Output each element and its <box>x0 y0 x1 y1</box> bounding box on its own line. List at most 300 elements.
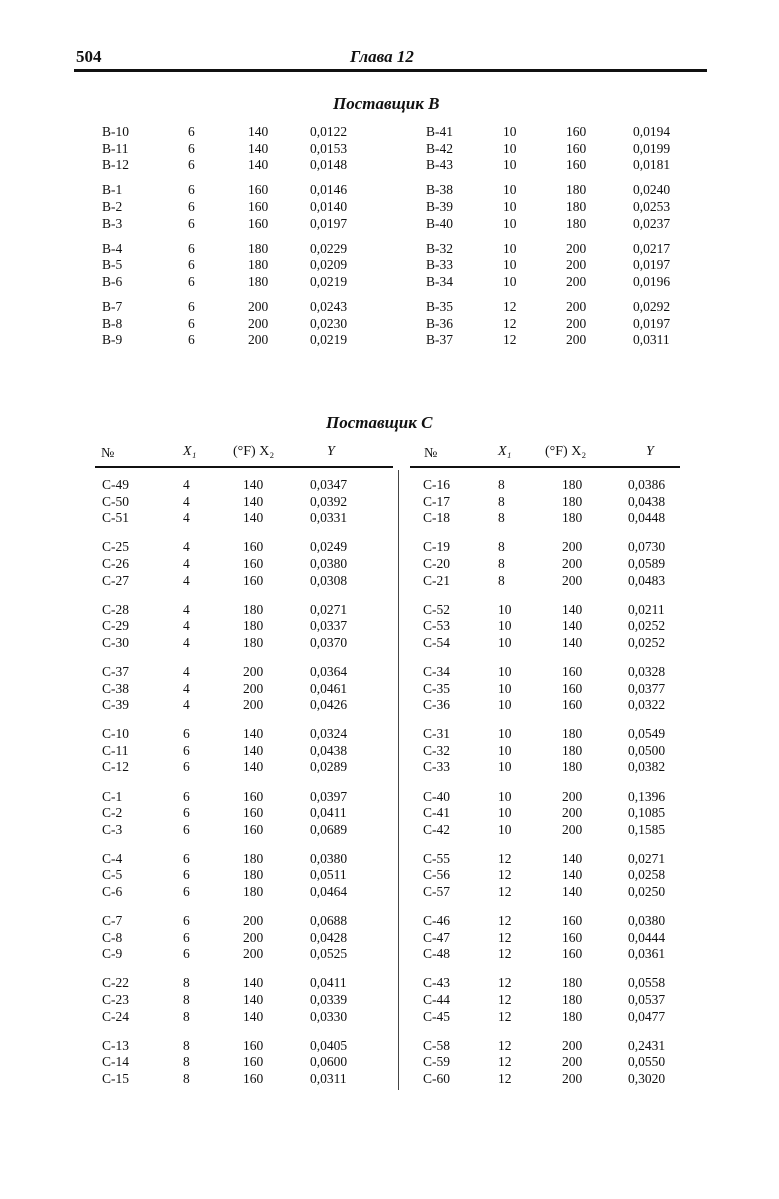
cell-x2-right: 200 <box>562 821 583 837</box>
cell-x2-right: 160 <box>562 913 583 929</box>
cell-x1-left: 8 <box>183 1037 190 1053</box>
cell-x1-left: 4 <box>183 697 190 713</box>
cell-x2-left: 200 <box>243 697 264 713</box>
cell-x1-left: 6 <box>188 124 195 139</box>
cell-y-left: 0,0464 <box>310 884 348 899</box>
cell-x2-left: 160 <box>243 572 264 588</box>
cell-id-right: C-31 <box>423 726 450 742</box>
cell-y-left: 0,0688 <box>310 913 348 929</box>
cell-x2-left: 160 <box>243 539 264 555</box>
cell-y-right: 0,0537 <box>628 992 666 1007</box>
cell-x2-left: 200 <box>248 298 269 314</box>
cell-x2-right: 160 <box>562 663 583 679</box>
cell-id-right: C-54 <box>423 634 450 650</box>
cell-x1-right: 12 <box>503 315 517 331</box>
cell-y-left: 0,0330 <box>310 1008 348 1024</box>
cell-x1-left: 4 <box>183 680 190 696</box>
cell-x2-left: 200 <box>248 332 269 348</box>
cell-x2-left: 180 <box>243 618 264 634</box>
cell-x2-right: 160 <box>566 140 587 156</box>
cell-id-left: C-7 <box>102 913 123 929</box>
header-rule-right <box>410 466 680 468</box>
cell-y-right: 0,0197 <box>633 257 671 273</box>
cell-y-right: 0,0361 <box>628 946 666 962</box>
cell-y-left: 0,0324 <box>310 726 348 742</box>
cell-x2-right: 200 <box>562 788 583 804</box>
cell-x1-left: 6 <box>183 742 190 758</box>
cell-x2-left: 140 <box>248 124 269 139</box>
cell-x2-left: 140 <box>243 742 264 758</box>
cell-x1-left: 6 <box>183 884 190 899</box>
cell-x2-right: 180 <box>562 975 583 991</box>
cell-y-right: 0,0240 <box>633 182 671 198</box>
cell-id-right: C-35 <box>423 680 450 696</box>
cell-x1-right: 10 <box>498 726 512 742</box>
cell-x1-right: 12 <box>498 850 512 866</box>
cell-x2-right: 200 <box>566 332 587 348</box>
cell-x2-right: 180 <box>566 182 587 198</box>
cell-y-left: 0,0219 <box>310 332 348 348</box>
cell-id-right: C-43 <box>423 975 450 991</box>
cell-x2-right: 180 <box>566 215 587 231</box>
cell-x2-right: 180 <box>562 759 583 775</box>
cell-x1-right: 12 <box>498 867 512 883</box>
cell-x2-right: 180 <box>562 992 583 1007</box>
cell-y-right: 0,0311 <box>633 332 670 348</box>
cell-x1-left: 8 <box>183 1070 190 1086</box>
cell-y-right: 0,2431 <box>628 1037 666 1053</box>
cell-x2-left: 140 <box>243 1008 264 1024</box>
cell-x2-right: 140 <box>562 618 583 634</box>
cell-y-right: 0,0550 <box>628 1054 666 1070</box>
cell-y-left: 0,0380 <box>310 555 348 571</box>
cell-id-left: C-23 <box>102 992 129 1007</box>
cell-y-right: 0,0444 <box>628 929 666 945</box>
cell-x1-right: 10 <box>498 680 512 696</box>
cell-y-right: 0,0500 <box>628 742 666 758</box>
cell-x2-right: 160 <box>566 124 587 139</box>
cell-x1-right: 10 <box>503 182 517 198</box>
cell-x1-left: 4 <box>183 634 190 650</box>
cell-id-left: B-5 <box>102 257 123 273</box>
cell-x1-left: 6 <box>183 759 190 775</box>
cell-id-left: C-49 <box>102 477 129 492</box>
cell-x2-right: 180 <box>562 477 583 492</box>
cell-x1-right: 12 <box>498 929 512 945</box>
cell-id-left: C-25 <box>102 539 129 555</box>
cell-y-right: 0,0292 <box>633 298 671 314</box>
cell-y-left: 0,0411 <box>310 805 347 821</box>
cell-y-left: 0,0308 <box>310 572 348 588</box>
cell-y-left: 0,0289 <box>310 759 348 775</box>
cell-id-right: C-19 <box>423 539 450 555</box>
cell-x2-right: 160 <box>562 680 583 696</box>
column-header-x1-left: X₁ <box>183 444 197 459</box>
cell-id-left: B-9 <box>102 332 123 348</box>
cell-x1-right: 10 <box>498 821 512 837</box>
cell-id-left: C-50 <box>102 493 129 509</box>
cell-id-left: C-27 <box>102 572 129 588</box>
cell-x2-left: 180 <box>248 257 269 273</box>
cell-x1-left: 8 <box>183 1054 190 1070</box>
column-header-number-right: № <box>424 446 438 461</box>
cell-y-left: 0,0331 <box>310 510 348 526</box>
cell-x1-left: 8 <box>183 975 190 991</box>
cell-id-left: B-11 <box>102 140 129 156</box>
cell-y-right: 0,0483 <box>628 572 666 588</box>
cell-x2-right: 160 <box>562 946 583 962</box>
cell-id-left: B-12 <box>102 157 129 173</box>
cell-y-right: 0,0380 <box>628 913 666 929</box>
cell-id-left: C-39 <box>102 697 129 713</box>
cell-y-left: 0,0397 <box>310 788 348 804</box>
cell-y-right: 0,0217 <box>633 240 671 256</box>
cell-x1-left: 6 <box>183 788 190 804</box>
cell-y-right: 0,0181 <box>633 157 671 173</box>
cell-x2-left: 180 <box>248 240 269 256</box>
cell-y-left: 0,0370 <box>310 634 348 650</box>
cell-x1-left: 6 <box>183 726 190 742</box>
cell-id-right: B-38 <box>426 182 453 198</box>
cell-y-right: 0,1396 <box>628 788 666 804</box>
cell-id-right: B-43 <box>426 157 453 173</box>
cell-x1-left: 6 <box>183 850 190 866</box>
cell-y-right: 0,0250 <box>628 884 666 899</box>
cell-id-left: C-29 <box>102 618 129 634</box>
cell-x2-right: 140 <box>562 634 583 650</box>
cell-y-right: 0,0252 <box>628 634 666 650</box>
cell-x2-right: 140 <box>562 867 583 883</box>
cell-x1-left: 6 <box>183 805 190 821</box>
cell-id-left: B-3 <box>102 215 123 231</box>
header-rule-left <box>95 466 393 468</box>
cell-id-right: B-37 <box>426 332 453 348</box>
cell-y-left: 0,0197 <box>310 215 348 231</box>
cell-y-right: 0,0196 <box>633 273 671 289</box>
cell-x1-left: 4 <box>183 477 190 492</box>
cell-y-left: 0,0347 <box>310 477 348 492</box>
cell-id-left: C-51 <box>102 510 129 526</box>
cell-y-right: 0,0252 <box>628 618 666 634</box>
cell-id-right: C-44 <box>423 992 450 1007</box>
cell-id-right: C-57 <box>423 884 450 899</box>
cell-id-right: C-60 <box>423 1070 450 1086</box>
cell-y-left: 0,0339 <box>310 992 348 1007</box>
cell-x2-right: 200 <box>562 1070 583 1086</box>
cell-y-left: 0,0392 <box>310 493 348 509</box>
cell-id-left: C-1 <box>102 788 123 804</box>
cell-y-left: 0,0411 <box>310 975 347 991</box>
cell-x2-left: 140 <box>248 157 269 173</box>
cell-y-right: 0,0197 <box>633 315 671 331</box>
cell-x2-left: 140 <box>248 140 269 156</box>
cell-x1-left: 6 <box>183 821 190 837</box>
cell-x1-right: 10 <box>503 140 517 156</box>
cell-id-right: C-41 <box>423 805 450 821</box>
cell-id-right: C-32 <box>423 742 450 758</box>
cell-x2-right: 140 <box>562 884 583 899</box>
column-header-y-right: Y <box>646 444 654 459</box>
cell-y-left: 0,0461 <box>310 680 348 696</box>
cell-y-left: 0,0438 <box>310 742 348 758</box>
cell-id-left: C-9 <box>102 946 123 962</box>
column-header-x2-right: (°F) X₂ <box>545 444 587 459</box>
cell-x1-right: 10 <box>498 742 512 758</box>
cell-id-left: B-4 <box>102 240 123 256</box>
cell-id-right: B-41 <box>426 124 453 139</box>
section-title-supplier-b: Поставщик В <box>333 94 440 113</box>
cell-id-right: C-18 <box>423 510 450 526</box>
cell-x1-right: 8 <box>498 539 505 555</box>
section-title-supplier-c: Поставщик С <box>326 413 433 432</box>
cell-x2-left: 160 <box>243 805 264 821</box>
cell-y-left: 0,0148 <box>310 157 348 173</box>
cell-x1-right: 10 <box>498 759 512 775</box>
cell-x1-right: 10 <box>498 618 512 634</box>
cell-id-right: B-32 <box>426 240 453 256</box>
cell-id-right: C-48 <box>423 946 450 962</box>
cell-x1-right: 8 <box>498 555 505 571</box>
cell-x1-right: 10 <box>503 215 517 231</box>
cell-x1-left: 4 <box>183 601 190 617</box>
cell-id-left: B-8 <box>102 315 123 331</box>
cell-x2-right: 180 <box>562 1008 583 1024</box>
cell-x1-right: 10 <box>498 601 512 617</box>
cell-x2-left: 140 <box>243 493 264 509</box>
cell-y-right: 0,0199 <box>633 140 671 156</box>
cell-y-left: 0,0426 <box>310 697 348 713</box>
cell-x2-right: 160 <box>566 157 587 173</box>
header-rule <box>74 69 707 72</box>
cell-id-left: C-2 <box>102 805 123 821</box>
cell-id-left: C-5 <box>102 867 123 883</box>
cell-x1-right: 8 <box>498 572 505 588</box>
cell-id-right: C-52 <box>423 601 450 617</box>
cell-x1-left: 4 <box>183 493 190 509</box>
cell-y-right: 0,0322 <box>628 697 666 713</box>
cell-x2-right: 200 <box>562 805 583 821</box>
cell-id-left: C-15 <box>102 1070 129 1086</box>
cell-id-right: C-16 <box>423 477 450 492</box>
cell-y-right: 0,0448 <box>628 510 666 526</box>
cell-x1-right: 8 <box>498 477 505 492</box>
cell-id-right: B-42 <box>426 140 453 156</box>
cell-x1-right: 12 <box>498 1008 512 1024</box>
cell-id-left: C-4 <box>102 850 123 866</box>
column-divider <box>398 470 399 1090</box>
cell-x1-left: 4 <box>183 539 190 555</box>
cell-y-right: 0,1585 <box>628 821 666 837</box>
cell-x1-left: 8 <box>183 992 190 1007</box>
cell-x2-left: 200 <box>248 315 269 331</box>
cell-id-left: C-12 <box>102 759 129 775</box>
cell-x1-left: 4 <box>183 572 190 588</box>
cell-y-left: 0,0146 <box>310 182 348 198</box>
cell-x2-right: 160 <box>562 929 583 945</box>
cell-x2-left: 160 <box>243 555 264 571</box>
cell-x2-left: 180 <box>243 884 264 899</box>
cell-x1-left: 6 <box>188 273 195 289</box>
cell-x2-left: 180 <box>243 867 264 883</box>
cell-id-right: C-58 <box>423 1037 450 1053</box>
cell-x1-left: 6 <box>188 215 195 231</box>
cell-y-right: 0,0477 <box>628 1008 666 1024</box>
cell-x2-left: 200 <box>243 913 264 929</box>
cell-x2-right: 180 <box>562 742 583 758</box>
cell-x2-right: 180 <box>566 198 587 214</box>
cell-y-right: 0,1085 <box>628 805 666 821</box>
cell-x2-right: 200 <box>566 240 587 256</box>
cell-id-left: C-11 <box>102 742 129 758</box>
cell-x2-right: 200 <box>566 315 587 331</box>
cell-x2-left: 140 <box>243 510 264 526</box>
cell-id-right: C-20 <box>423 555 450 571</box>
cell-y-right: 0,3020 <box>628 1070 666 1086</box>
cell-x1-left: 6 <box>188 315 195 331</box>
cell-id-right: C-17 <box>423 493 450 509</box>
cell-x1-right: 10 <box>503 124 517 139</box>
cell-x1-left: 4 <box>183 663 190 679</box>
cell-x1-right: 8 <box>498 510 505 526</box>
cell-x2-left: 180 <box>243 601 264 617</box>
cell-y-right: 0,0382 <box>628 759 666 775</box>
cell-id-left: C-28 <box>102 601 129 617</box>
cell-id-right: C-47 <box>423 929 450 945</box>
cell-x2-right: 200 <box>562 1054 583 1070</box>
cell-y-right: 0,0258 <box>628 867 666 883</box>
cell-y-right: 0,0377 <box>628 680 666 696</box>
cell-x1-left: 6 <box>188 240 195 256</box>
cell-x1-right: 10 <box>503 157 517 173</box>
cell-x2-left: 140 <box>243 477 264 492</box>
cell-id-right: C-34 <box>423 663 450 679</box>
cell-y-left: 0,0364 <box>310 663 348 679</box>
cell-x1-right: 10 <box>503 198 517 214</box>
cell-y-right: 0,0730 <box>628 539 666 555</box>
cell-y-right: 0,0211 <box>628 601 665 617</box>
cell-x2-left: 200 <box>243 663 264 679</box>
cell-y-left: 0,0311 <box>310 1070 347 1086</box>
cell-x1-right: 10 <box>498 805 512 821</box>
cell-id-left: C-24 <box>102 1008 129 1024</box>
cell-id-left: B-7 <box>102 298 123 314</box>
cell-x2-left: 160 <box>248 198 269 214</box>
cell-x2-right: 200 <box>566 273 587 289</box>
cell-y-right: 0,0438 <box>628 493 666 509</box>
cell-id-left: C-13 <box>102 1037 129 1053</box>
cell-x2-left: 180 <box>243 850 264 866</box>
cell-id-left: B-6 <box>102 273 123 289</box>
cell-x1-left: 6 <box>183 946 190 962</box>
cell-x2-left: 160 <box>248 182 269 198</box>
cell-x1-right: 12 <box>498 1054 512 1070</box>
cell-x1-right: 12 <box>498 1037 512 1053</box>
cell-x1-left: 4 <box>183 555 190 571</box>
cell-x1-left: 6 <box>183 929 190 945</box>
cell-x2-right: 180 <box>562 510 583 526</box>
cell-y-left: 0,0428 <box>310 929 348 945</box>
cell-y-left: 0,0380 <box>310 850 348 866</box>
cell-x2-right: 180 <box>562 493 583 509</box>
cell-id-right: C-21 <box>423 572 450 588</box>
cell-x1-right: 10 <box>498 697 512 713</box>
cell-x1-left: 8 <box>183 1008 190 1024</box>
cell-id-left: C-30 <box>102 634 129 650</box>
cell-id-right: C-53 <box>423 618 450 634</box>
cell-x2-left: 200 <box>243 929 264 945</box>
cell-y-right: 0,0253 <box>633 198 671 214</box>
cell-id-left: C-6 <box>102 884 123 899</box>
cell-x2-right: 200 <box>562 555 583 571</box>
cell-id-left: C-10 <box>102 726 129 742</box>
cell-y-left: 0,0525 <box>310 946 348 962</box>
cell-id-right: C-40 <box>423 788 450 804</box>
cell-x1-right: 12 <box>498 992 512 1007</box>
cell-x1-right: 10 <box>498 663 512 679</box>
cell-id-left: B-10 <box>102 124 129 139</box>
cell-id-left: C-14 <box>102 1054 129 1070</box>
cell-y-right: 0,0549 <box>628 726 666 742</box>
cell-y-right: 0,0194 <box>633 124 671 139</box>
cell-x1-left: 6 <box>183 867 190 883</box>
cell-y-left: 0,0405 <box>310 1037 348 1053</box>
cell-x2-right: 140 <box>562 601 583 617</box>
cell-x2-left: 140 <box>243 726 264 742</box>
cell-y-left: 0,0219 <box>310 273 348 289</box>
page-number: 504 <box>76 47 102 66</box>
cell-id-left: C-37 <box>102 663 129 679</box>
cell-id-right: B-35 <box>426 298 453 314</box>
cell-id-right: B-39 <box>426 198 453 214</box>
cell-id-right: B-34 <box>426 273 453 289</box>
cell-y-left: 0,0689 <box>310 821 348 837</box>
cell-id-left: C-38 <box>102 680 129 696</box>
cell-y-right: 0,0589 <box>628 555 666 571</box>
cell-x2-left: 180 <box>243 634 264 650</box>
cell-x1-left: 6 <box>188 332 195 348</box>
cell-x2-right: 200 <box>562 1037 583 1053</box>
cell-x1-left: 6 <box>188 182 195 198</box>
cell-x2-left: 160 <box>243 821 264 837</box>
cell-id-left: B-1 <box>102 182 123 198</box>
cell-x1-left: 6 <box>188 140 195 156</box>
cell-id-left: B-2 <box>102 198 123 214</box>
cell-id-left: C-3 <box>102 821 123 837</box>
column-header-number-left: № <box>101 446 115 461</box>
cell-x1-right: 12 <box>498 1070 512 1086</box>
cell-x2-right: 200 <box>566 257 587 273</box>
cell-x2-left: 160 <box>243 1037 264 1053</box>
cell-x1-right: 8 <box>498 493 505 509</box>
cell-y-left: 0,0243 <box>310 298 348 314</box>
cell-y-right: 0,0386 <box>628 477 666 492</box>
cell-y-left: 0,0600 <box>310 1054 348 1070</box>
cell-x1-right: 10 <box>503 257 517 273</box>
cell-id-left: C-26 <box>102 555 129 571</box>
cell-id-left: C-22 <box>102 975 129 991</box>
cell-id-right: B-40 <box>426 215 453 231</box>
cell-y-left: 0,0511 <box>310 867 347 883</box>
running-head: Глава 12 <box>350 47 414 66</box>
cell-y-left: 0,0140 <box>310 198 348 214</box>
cell-x1-left: 6 <box>183 913 190 929</box>
cell-x1-right: 12 <box>498 975 512 991</box>
cell-x1-right: 12 <box>498 884 512 899</box>
cell-x1-right: 10 <box>498 634 512 650</box>
cell-x1-right: 10 <box>503 240 517 256</box>
cell-x1-left: 6 <box>188 198 195 214</box>
cell-x1-left: 6 <box>188 298 195 314</box>
